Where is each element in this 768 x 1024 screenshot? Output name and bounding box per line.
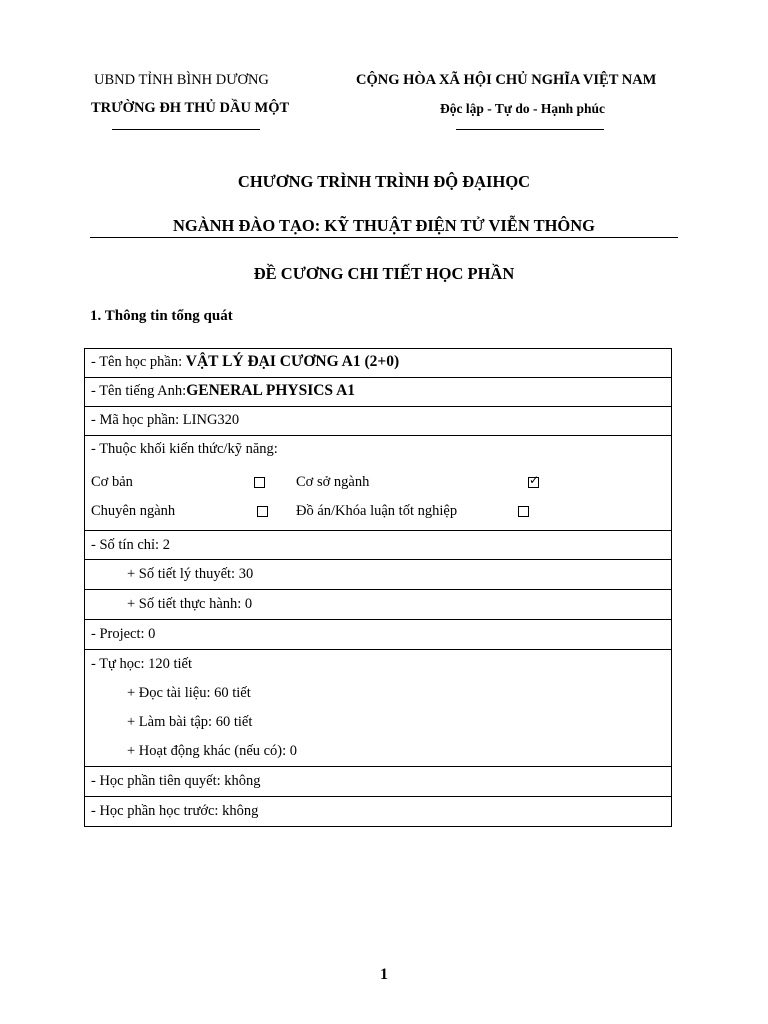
english-name-value: GENERAL PHYSICS A1 xyxy=(186,382,356,399)
practice-cell xyxy=(85,590,672,620)
prerequisite-text: - Học phần tiên quyết: không xyxy=(91,773,261,789)
section-heading: 1. Thông tin tổng quát xyxy=(90,308,233,324)
table-row xyxy=(85,620,672,650)
option-chuyen-nganh-label: Chuyên ngành xyxy=(91,503,176,519)
credits-cell xyxy=(85,531,672,560)
header-country: CỘNG HÒA XÃ HỘI CHỦ NGHĨA VIỆT NAM xyxy=(356,72,657,88)
table-row xyxy=(85,650,672,767)
major-title: NGÀNH ĐÀO TẠO: KỸ THUẬT ĐIỆN TỬ VIỄN THÔNG xyxy=(172,216,596,235)
table-row xyxy=(85,590,672,620)
co-ban-checkbox[interactable] xyxy=(254,477,265,488)
other-activity-text: + Hoạt động khác (nếu có): 0 xyxy=(127,743,298,759)
project-text: - Project: 0 xyxy=(91,626,156,642)
previous-course-cell xyxy=(85,797,672,827)
table-row xyxy=(85,767,672,797)
table-row xyxy=(85,797,672,827)
table-row xyxy=(85,378,672,407)
chuyen-nganh-checkbox[interactable] xyxy=(257,506,268,517)
header-right-underline xyxy=(456,129,604,130)
previous-course-text: - Học phần học trước: không xyxy=(91,803,259,819)
table-row xyxy=(85,560,672,590)
exercise-text: + Làm bài tập: 60 tiết xyxy=(127,714,253,730)
knowledge-block-cell xyxy=(85,436,672,531)
header-university: TRƯỜNG ĐH THỦ DẦU MỘT xyxy=(91,100,290,116)
table-row xyxy=(85,407,672,436)
table-row xyxy=(85,436,672,531)
header-left-underline xyxy=(112,129,260,130)
outline-title: ĐỀ CƯƠNG CHI TIẾT HỌC PHẦN xyxy=(253,264,515,283)
english-name-cell xyxy=(85,378,672,407)
reading-text: + Đọc tài liệu: 60 tiết xyxy=(127,685,251,701)
course-code-cell: - Mã học phần: LING320 xyxy=(85,407,672,436)
header-motto: Độc lập - Tự do - Hạnh phúc xyxy=(440,101,606,116)
self-study-text: - Tự học: 120 tiết xyxy=(91,656,193,672)
course-info-table xyxy=(84,348,672,827)
theory-cell xyxy=(85,560,672,590)
project-cell xyxy=(85,620,672,650)
program-title: CHƯƠNG TRÌNH TRÌNH ĐỘ ĐẠIHỌC xyxy=(237,172,531,191)
prerequisite-cell xyxy=(85,767,672,797)
do-an-checkbox[interactable] xyxy=(518,506,529,517)
option-co-ban-label: Cơ bản xyxy=(91,474,133,490)
co-so-nganh-checkbox[interactable] xyxy=(528,477,539,488)
self-study-cell xyxy=(85,650,672,767)
title-rule xyxy=(90,237,678,238)
table-row xyxy=(85,349,672,378)
option-do-an-label: Đồ án/Khóa luận tốt nghiệp xyxy=(296,503,458,519)
table-row xyxy=(85,531,672,560)
practice-text: + Số tiết thực hành: 0 xyxy=(127,596,253,612)
option-co-so-nganh-label: Cơ sở ngành xyxy=(296,474,370,490)
course-name-cell xyxy=(85,349,672,378)
page-number: 1 xyxy=(380,966,388,983)
course-name-label: - Tên học phần: xyxy=(91,354,186,370)
credits-text: - Số tín chỉ: 2 xyxy=(91,537,170,553)
theory-text: + Số tiết lý thuyết: 30 xyxy=(127,566,254,582)
english-name-label: - Tên tiếng Anh: xyxy=(91,383,187,399)
course-name-value: VẬT LÝ ĐẠI CƯƠNG A1 (2+0) xyxy=(185,353,400,370)
knowledge-block-label: - Thuộc khối kiến thức/kỹ năng: xyxy=(91,441,278,457)
header-province: UBND TỈNH BÌNH DƯƠNG xyxy=(94,72,269,88)
